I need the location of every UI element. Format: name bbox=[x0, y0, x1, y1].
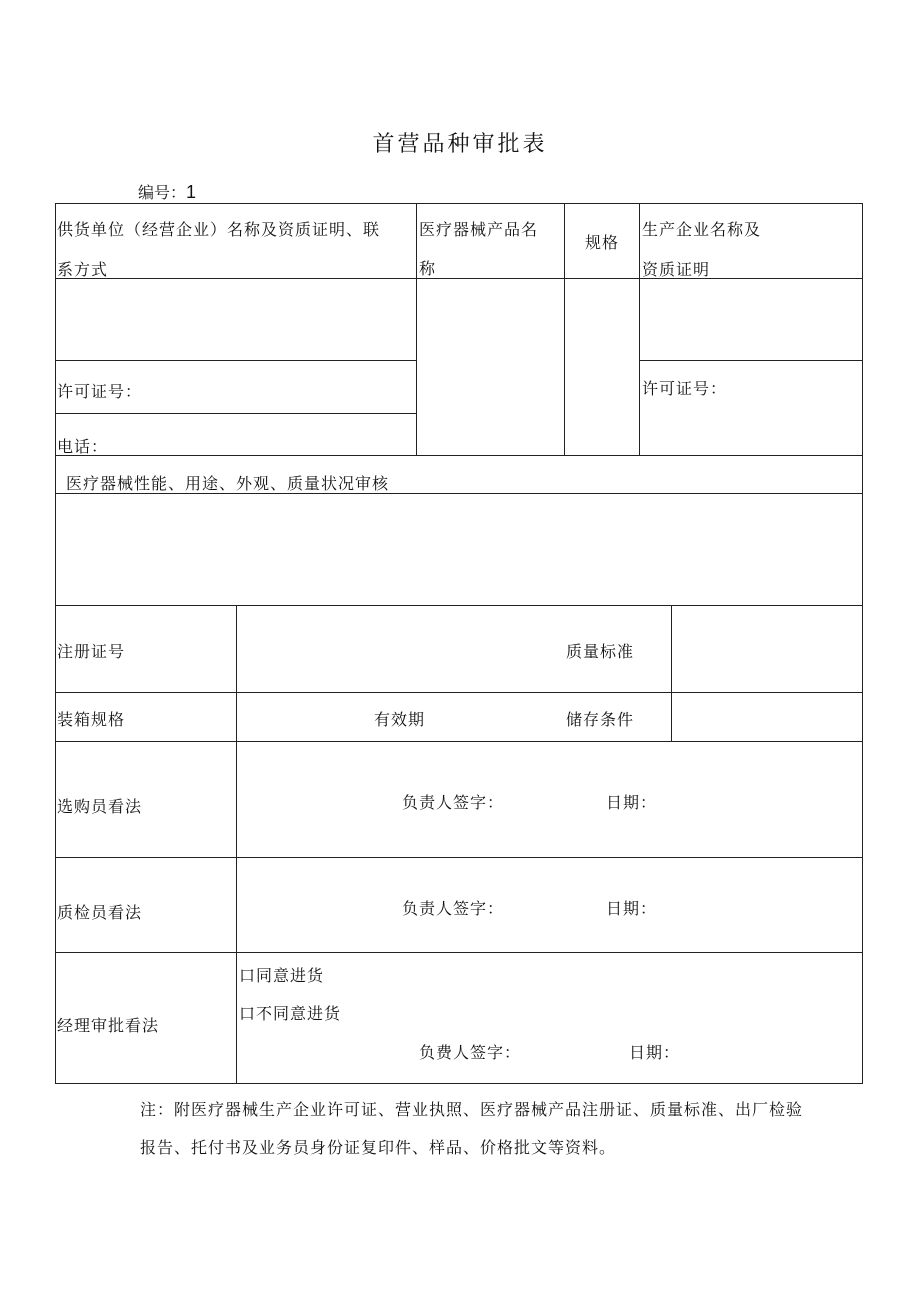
quality-standard-label: 质量标准 bbox=[566, 642, 635, 661]
inspector-signature-label: 负责人签字： bbox=[402, 899, 505, 918]
footnote-line2: 报告、托付书及业务员身份证复印件、样品、价格批文等资料。 bbox=[140, 1138, 617, 1157]
divider bbox=[55, 952, 862, 953]
divider bbox=[639, 360, 862, 361]
divider bbox=[55, 413, 416, 414]
packing-spec-label: 装箱规格 bbox=[57, 710, 126, 729]
disagree-option[interactable]: 口不同意进货 bbox=[239, 1004, 342, 1023]
divider bbox=[55, 360, 416, 361]
supplier-license-label: 许可证号： bbox=[57, 382, 143, 401]
product-name-header: 医疗器械产品名 bbox=[419, 220, 539, 239]
buyer-date-label: 日期： bbox=[606, 793, 658, 812]
serial-value: 1 bbox=[186, 182, 197, 202]
divider bbox=[55, 605, 862, 606]
serial-label: 编号： bbox=[138, 183, 187, 202]
manufacturer-license-label: 许可证号： bbox=[642, 379, 728, 398]
registration-number-label: 注册证号 bbox=[57, 642, 126, 661]
page-title: 首营品种审批表 bbox=[372, 132, 548, 157]
divider bbox=[671, 605, 672, 741]
manager-approval-label: 经理审批看法 bbox=[57, 1016, 160, 1035]
divider bbox=[55, 455, 862, 456]
divider bbox=[55, 278, 862, 279]
manufacturer-header: 生产企业名称及 bbox=[642, 220, 762, 239]
divider bbox=[236, 605, 237, 1083]
quality-review-label: 医疗器械性能、用途、外观、质量状况审核 bbox=[66, 474, 390, 493]
divider bbox=[55, 857, 862, 858]
inspector-date-label: 日期： bbox=[606, 899, 658, 918]
inspector-opinion-label: 质检员看法 bbox=[57, 903, 143, 922]
spec-header: 规格 bbox=[585, 233, 620, 252]
storage-condition-label: 储存条件 bbox=[566, 710, 635, 729]
supplier-phone-label: 电话： bbox=[57, 437, 109, 456]
manufacturer-header-line2: 资质证明 bbox=[642, 260, 711, 279]
supplier-header: 供货单位（经营企业）名称及资质证明、联 bbox=[57, 220, 381, 239]
divider bbox=[564, 203, 565, 455]
divider bbox=[416, 203, 417, 455]
buyer-signature-label: 负责人签字： bbox=[402, 793, 505, 812]
manager-signature-label: 负费人签字： bbox=[419, 1043, 522, 1062]
divider bbox=[639, 203, 640, 455]
supplier-header-line2: 系方式 bbox=[57, 260, 109, 279]
footnote-line1: 注：附医疗器械生产企业许可证、营业执照、医疗器械产品注册证、质量标准、出厂检验 bbox=[140, 1100, 804, 1119]
divider bbox=[55, 692, 862, 693]
manager-date-label: 日期： bbox=[629, 1043, 681, 1062]
validity-label: 有效期 bbox=[374, 710, 426, 729]
serial-number bbox=[138, 180, 196, 203]
divider bbox=[55, 741, 862, 742]
product-name-header-line2: 称 bbox=[419, 259, 437, 278]
agree-option[interactable]: 口同意进货 bbox=[239, 966, 325, 985]
buyer-opinion-label: 选购员看法 bbox=[57, 797, 143, 816]
